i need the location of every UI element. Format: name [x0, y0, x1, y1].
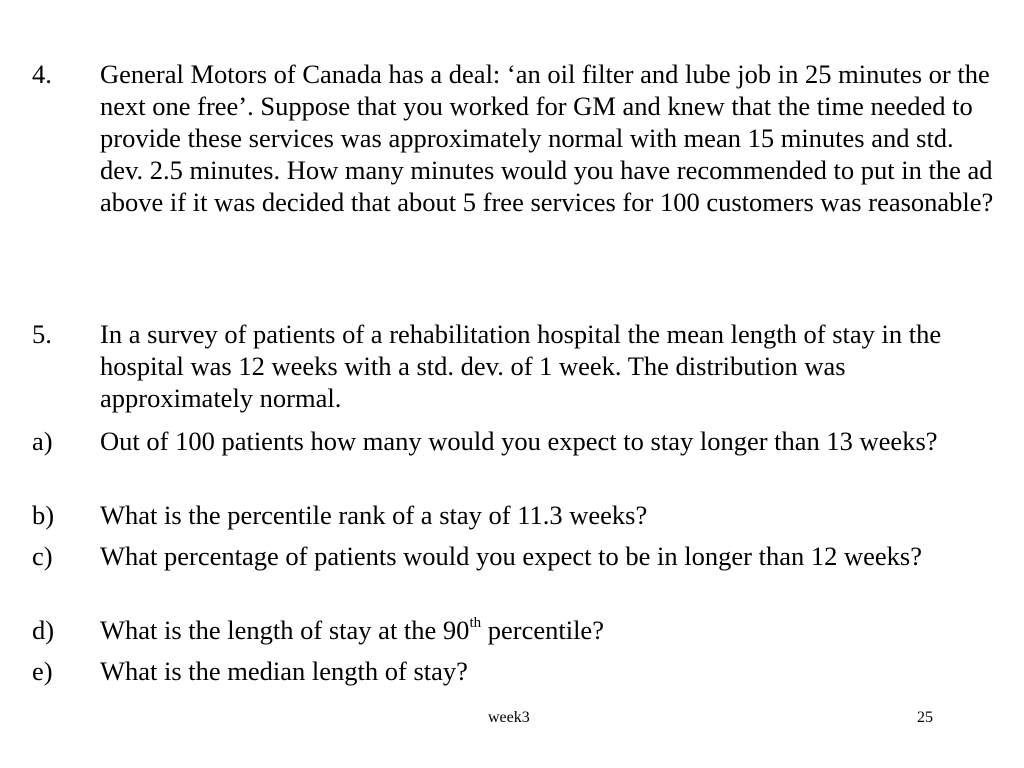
subpart-e: [32, 655, 1002, 687]
subpart-a-label: a): [32, 426, 53, 456]
question-5-number: 5.: [32, 319, 52, 349]
subpart-d-text-after: percentile?: [481, 615, 604, 645]
subpart-d-label: d): [32, 615, 55, 645]
subpart-d: [32, 614, 1002, 646]
subpart-e-label: e): [32, 656, 53, 686]
footer-label: week3: [488, 709, 530, 726]
question-5: [32, 318, 1002, 414]
page-number: 25: [917, 709, 933, 726]
subpart-a-text: Out of 100 patients how many would you expect to stay longer than 13 weeks?: [100, 426, 938, 456]
subpart-d-text-before: What is the length of stay at the 90: [100, 615, 470, 645]
subpart-b-label: b): [32, 500, 55, 530]
question-4-number: 4.: [32, 59, 52, 89]
question-5-text: In a survey of patients of a rehabilitation hospital the mean length of stay in the hospital was 12 weeks with a std. dev. of 1 week. The distribution was approximately normal.: [100, 319, 942, 413]
question-4-text: General Motors of Canada has a deal: ‘an oil filter and lube job in 25 minutes or the next one free’. Suppose that you worked for GM and knew that the time needed to provide these services was approximately normal with mean 15 minutes and std. dev. 2.5 minutes. How many minutes would you have recommended to put in the ad above if it was decided that about 5 free services for 100 customers was reasonable?: [100, 59, 994, 217]
subpart-d-text: [32, 614, 1002, 646]
subpart-c-text: What percentage of patients would you expect to be in longer than 12 weeks?: [100, 541, 922, 571]
subpart-e-text: What is the median length of stay?: [100, 656, 468, 686]
subpart-b: [32, 499, 1002, 531]
subpart-d-superscript: th: [469, 615, 482, 632]
subpart-b-text: What is the percentile rank of a stay of 11.3 weeks?: [100, 500, 648, 530]
subpart-c: [32, 540, 1002, 572]
subpart-a: [32, 425, 1002, 457]
question-4: [32, 58, 1002, 218]
subpart-c-label: c): [32, 541, 53, 571]
